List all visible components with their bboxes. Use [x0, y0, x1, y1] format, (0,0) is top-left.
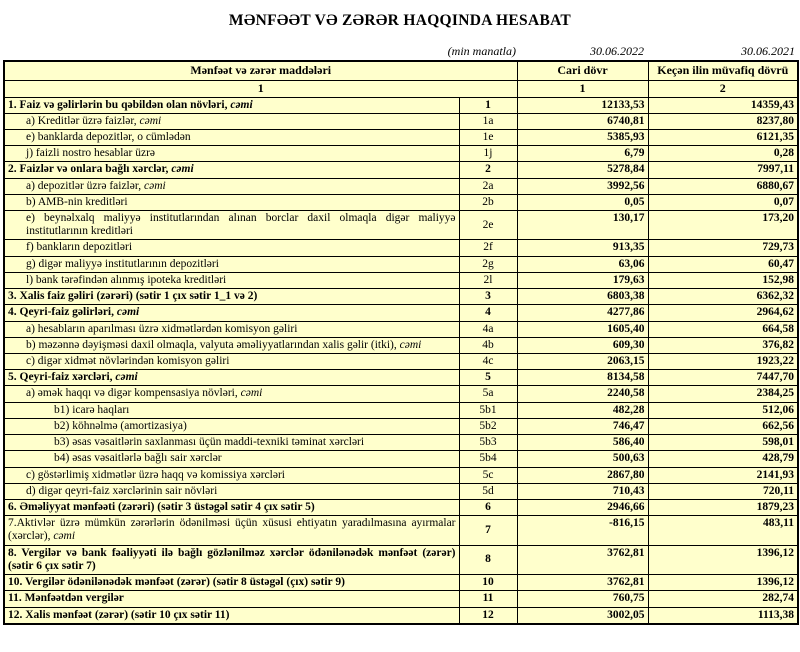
- row-previous-value-cell: 6121,35: [648, 129, 798, 145]
- row-label-text: d) digər qeyri-faiz xərclərinin sair növləri: [26, 484, 218, 497]
- row-label-text: 3. Xalis faiz gəliri (zərəri) (sətir 1 çıx sətir 1_1 və 2): [8, 290, 258, 303]
- row-previous-value-cell: 664,58: [648, 321, 798, 337]
- row-code-cell: 5b3: [459, 435, 517, 451]
- row-label-text: a) Kreditlər üzrə faizlər,: [26, 114, 140, 127]
- row-label-cell: [4, 240, 459, 256]
- row-current-value-cell: 2946,66: [517, 499, 648, 515]
- row-code-cell: 8: [459, 545, 517, 574]
- row-previous-value-cell: 8237,80: [648, 113, 798, 129]
- row-previous-value-cell: 1113,38: [648, 607, 798, 624]
- row-label-cell: [4, 337, 459, 353]
- row-label-text: 7.Aktivlər üzrə mümkün zərərlərin ödənilməsi üçün xüsusi ehtiyatın yaradılmasına ayırmalar (xərclər),: [8, 517, 456, 543]
- row-label-cell: [4, 162, 459, 178]
- row-previous-value-cell: 1396,12: [648, 545, 798, 574]
- row-current-value-cell: 1605,40: [517, 321, 648, 337]
- header-items-col: Mənfəət və zərər maddələri: [4, 61, 517, 80]
- row-previous-value-cell: 0,07: [648, 194, 798, 210]
- row-code-cell: 2a: [459, 178, 517, 194]
- table-row: [4, 499, 798, 515]
- row-label-cell: [4, 418, 459, 434]
- row-previous-value-cell: 6362,32: [648, 289, 798, 305]
- row-previous-value-cell: 14359,43: [648, 97, 798, 113]
- row-previous-value-cell: 1879,23: [648, 499, 798, 515]
- row-code-cell: 5b2: [459, 418, 517, 434]
- row-label-text: b1) icarə haqları: [54, 403, 130, 416]
- row-code-cell: 1: [459, 97, 517, 113]
- row-code-cell: 2l: [459, 272, 517, 288]
- row-current-value-cell: 2240,58: [517, 386, 648, 402]
- header-previous-num: 2: [648, 80, 798, 97]
- row-current-value-cell: 3992,56: [517, 178, 648, 194]
- row-previous-value-cell: 662,56: [648, 418, 798, 434]
- row-label-italic: cəmi: [116, 306, 140, 319]
- row-previous-value-cell: 598,01: [648, 435, 798, 451]
- row-label-text: 1. Faiz və gəlirlərin bu qəbildən olan növləri,: [8, 98, 231, 111]
- row-label-cell: [4, 499, 459, 515]
- row-current-value-cell: -816,15: [517, 516, 648, 545]
- table-row: [4, 211, 798, 240]
- row-code-cell: 5d: [459, 483, 517, 499]
- table-row: [4, 240, 798, 256]
- profit-loss-table: [3, 60, 799, 625]
- row-previous-value-cell: 2964,62: [648, 305, 798, 321]
- table-row: [4, 97, 798, 113]
- row-previous-value-cell: 376,82: [648, 337, 798, 353]
- row-label-text: 10. Vergilər ödənilənədək mənfəət (zərər) (sətir 8 üstəgəl (çıx) sətir 9): [8, 576, 345, 589]
- row-label-cell: [4, 451, 459, 467]
- table-row: [4, 194, 798, 210]
- row-label-text: 2. Faizlər və onlara bağlı xərclər,: [8, 163, 172, 176]
- row-code-cell: 4b: [459, 337, 517, 353]
- row-label-cell: [4, 256, 459, 272]
- row-current-value-cell: 179,63: [517, 272, 648, 288]
- table-row: [4, 113, 798, 129]
- unit-note: (min manatla): [447, 44, 516, 58]
- row-current-value-cell: 746,47: [517, 418, 648, 434]
- row-current-value-cell: 5278,84: [517, 162, 648, 178]
- table-row: [4, 272, 798, 288]
- row-previous-value-cell: 1923,22: [648, 354, 798, 370]
- row-label-text: 4. Qeyri-faiz gəlirləri,: [8, 306, 117, 319]
- table-row: [4, 402, 798, 418]
- row-previous-value-cell: 282,74: [648, 591, 798, 607]
- row-code-cell: 11: [459, 591, 517, 607]
- table-row: [4, 337, 798, 353]
- row-label-text: e) beynəlxalq maliyyə institutlarından alınan borclar daxil olmaqla digər maliyyə institutlarının kreditləri: [26, 212, 456, 238]
- row-code-cell: 5: [459, 370, 517, 386]
- row-code-cell: 4c: [459, 354, 517, 370]
- row-previous-value-cell: 428,79: [648, 451, 798, 467]
- row-label-cell: [4, 575, 459, 591]
- table-row: [4, 435, 798, 451]
- row-code-cell: 1e: [459, 129, 517, 145]
- table-row: [4, 129, 798, 145]
- row-label-italic: cəmi: [171, 163, 194, 176]
- row-label-italic: cəmi: [143, 179, 166, 192]
- row-previous-value-cell: 2384,25: [648, 386, 798, 402]
- row-current-value-cell: 6803,38: [517, 289, 648, 305]
- row-label-cell: [4, 211, 459, 240]
- date-previous: 30.06.2021: [741, 44, 795, 58]
- row-previous-value-cell: 2141,93: [648, 467, 798, 483]
- meta-line: [3, 44, 797, 59]
- row-code-cell: 2g: [459, 256, 517, 272]
- row-label-cell: [4, 591, 459, 607]
- row-label-text: a) hesabların aparılması üzrə xidmətlərdən komisyon gəliri: [26, 322, 298, 335]
- row-previous-value-cell: 1396,12: [648, 575, 798, 591]
- row-label-text: b3) əsas vəsaitlərin saxlanması üçün maddi-texniki təminat xərcləri: [54, 436, 365, 449]
- header-current-col: Cari dövr: [517, 61, 648, 80]
- row-label-italic: cəmi: [139, 114, 162, 127]
- row-code-cell: 12: [459, 607, 517, 624]
- page-title: MƏNFƏƏT VƏ ZƏRƏR HAQQINDA HESABAT: [228, 12, 572, 29]
- table-row: [4, 289, 798, 305]
- table-row: [4, 483, 798, 499]
- row-current-value-cell: 760,75: [517, 591, 648, 607]
- report-table-body: [4, 97, 798, 624]
- row-label-italic: cəmi: [399, 338, 422, 351]
- row-code-cell: 2e: [459, 211, 517, 240]
- row-code-cell: 3: [459, 289, 517, 305]
- row-previous-value-cell: 173,20: [648, 211, 798, 240]
- row-label-text: 11. Mənfəətdən vergilər: [8, 592, 124, 605]
- row-label-cell: [4, 386, 459, 402]
- row-label-cell: [4, 483, 459, 499]
- row-label-cell: [4, 435, 459, 451]
- row-label-text: b) məzənnə dəyişməsi daxil olmaqla, valyuta əməliyyatlarından xalis gəlir (itki),: [26, 338, 400, 351]
- row-code-cell: 4a: [459, 321, 517, 337]
- table-row: [4, 146, 798, 162]
- table-row: [4, 591, 798, 607]
- row-label-text: c) göstərlimiş xidmətlər üzrə haqq və komissiya xərcləri: [26, 468, 285, 481]
- row-current-value-cell: 710,43: [517, 483, 648, 499]
- row-code-cell: 5a: [459, 386, 517, 402]
- row-label-text: b4) əsas vəsaitlərlə bağlı sair xərclər: [54, 452, 222, 465]
- header-row-titles: [4, 61, 798, 80]
- row-code-cell: 5b1: [459, 402, 517, 418]
- table-header: [4, 61, 798, 97]
- row-previous-value-cell: 729,73: [648, 240, 798, 256]
- date-current: 30.06.2022: [590, 44, 644, 58]
- row-label-italic: cəmi: [53, 530, 76, 543]
- row-label-text: a) əmək haqqı və digər kompensasiya növləri,: [26, 387, 241, 400]
- header-items-num: 1: [4, 80, 517, 97]
- row-label-cell: [4, 516, 459, 545]
- row-previous-value-cell: 0,28: [648, 146, 798, 162]
- row-current-value-cell: 0,05: [517, 194, 648, 210]
- row-code-cell: 4: [459, 305, 517, 321]
- table-row: [4, 386, 798, 402]
- row-label-cell: [4, 289, 459, 305]
- row-current-value-cell: 130,17: [517, 211, 648, 240]
- row-label-text: e) banklarda depozitlər, o cümlədən: [26, 130, 191, 143]
- table-row: [4, 162, 798, 178]
- row-label-cell: [4, 321, 459, 337]
- row-code-cell: 1a: [459, 113, 517, 129]
- row-code-cell: 6: [459, 499, 517, 515]
- row-label-cell: [4, 370, 459, 386]
- row-code-cell: 2b: [459, 194, 517, 210]
- table-row: [4, 305, 798, 321]
- row-previous-value-cell: 7447,70: [648, 370, 798, 386]
- row-current-value-cell: 609,30: [517, 337, 648, 353]
- row-label-cell: [4, 178, 459, 194]
- row-label-text: c) digər xidmət növlərindən komisyon gəliri: [26, 355, 230, 367]
- row-code-cell: 10: [459, 575, 517, 591]
- row-label-cell: [4, 146, 459, 162]
- row-label-cell: [4, 545, 459, 574]
- row-previous-value-cell: 60,47: [648, 256, 798, 272]
- row-code-cell: 2f: [459, 240, 517, 256]
- row-label-cell: [4, 305, 459, 321]
- table-row: [4, 370, 798, 386]
- row-label-text: a) depozitlər üzrə faizlər,: [26, 179, 144, 192]
- row-label-text: l) bank tərəfindən alınmış ipoteka kreditləri: [26, 273, 227, 286]
- row-current-value-cell: 586,40: [517, 435, 648, 451]
- row-current-value-cell: 8134,58: [517, 370, 648, 386]
- table-row: [4, 178, 798, 194]
- row-previous-value-cell: 512,06: [648, 402, 798, 418]
- header-row-numbers: [4, 80, 798, 97]
- row-label-cell: [4, 467, 459, 483]
- row-current-value-cell: 2063,15: [517, 354, 648, 370]
- row-code-cell: 2: [459, 162, 517, 178]
- row-current-value-cell: 2867,80: [517, 467, 648, 483]
- table-row: [4, 607, 798, 624]
- header-current-num: 1: [517, 80, 648, 97]
- row-previous-value-cell: 7997,11: [648, 162, 798, 178]
- row-current-value-cell: 5385,93: [517, 129, 648, 145]
- row-code-cell: 7: [459, 516, 517, 545]
- row-label-text: f) bankların depozitləri: [26, 241, 133, 254]
- row-label-cell: [4, 607, 459, 624]
- row-previous-value-cell: 483,11: [648, 516, 798, 545]
- row-code-cell: 5c: [459, 467, 517, 483]
- row-label-cell: [4, 402, 459, 418]
- row-current-value-cell: 482,28: [517, 402, 648, 418]
- table-row: [4, 467, 798, 483]
- row-current-value-cell: 12133,53: [517, 97, 648, 113]
- row-label-cell: [4, 113, 459, 129]
- table-row: [4, 575, 798, 591]
- row-label-italic: cəmi: [240, 387, 263, 400]
- row-label-cell: [4, 194, 459, 210]
- row-label-text: b2) köhnəlmə (amortizasiya): [54, 419, 187, 432]
- row-label-text: j) faizli nostro hesablar üzrə: [26, 147, 155, 160]
- row-previous-value-cell: 6880,67: [648, 178, 798, 194]
- row-label-text: b) AMB-nin kreditləri: [26, 195, 128, 208]
- row-current-value-cell: 3762,81: [517, 575, 648, 591]
- table-row: [4, 451, 798, 467]
- row-previous-value-cell: 720,11: [648, 483, 798, 499]
- row-label-cell: [4, 272, 459, 288]
- table-row: [4, 321, 798, 337]
- row-current-value-cell: 63,06: [517, 256, 648, 272]
- table-row: [4, 545, 798, 574]
- row-current-value-cell: 913,35: [517, 240, 648, 256]
- row-current-value-cell: 3002,05: [517, 607, 648, 624]
- row-code-cell: 1j: [459, 146, 517, 162]
- row-current-value-cell: 3762,81: [517, 545, 648, 574]
- row-label-cell: [4, 354, 459, 370]
- row-label-text: 6. Əməliyyat mənfəəti (zərəri) (sətir 3 üstəgəl sətir 4 çıx sətir 5): [8, 500, 315, 513]
- header-previous-col: Keçən ilin müvafiq dövrü: [648, 61, 798, 80]
- row-label-italic: cəmi: [115, 371, 138, 384]
- row-label-text: 5. Qeyri-faiz xərcləri,: [8, 371, 116, 384]
- table-row: [4, 516, 798, 545]
- row-label-cell: [4, 129, 459, 145]
- table-row: [4, 256, 798, 272]
- table-row: [4, 418, 798, 434]
- row-previous-value-cell: 152,98: [648, 272, 798, 288]
- row-label-cell: [4, 97, 459, 113]
- table-row: [4, 354, 798, 370]
- row-current-value-cell: 500,63: [517, 451, 648, 467]
- row-current-value-cell: 4277,86: [517, 305, 648, 321]
- row-current-value-cell: 6740,81: [517, 113, 648, 129]
- row-label-text: 12. Xalis mənfəət (zərər) (sətir 10 çıx sətir 11): [8, 608, 230, 621]
- row-label-text: g) digər maliyyə institutlarının depozitləri: [26, 257, 219, 270]
- row-current-value-cell: 6,79: [517, 146, 648, 162]
- row-label-italic: cəmi: [230, 98, 253, 111]
- row-label-text: 8. Vergilər və bank fəaliyyəti ilə bağlı gözlənilməz xərclər ödənilənədək mənfəət (zərər) (sətir 6 çıx sətir 7): [8, 546, 456, 572]
- row-code-cell: 5b4: [459, 451, 517, 467]
